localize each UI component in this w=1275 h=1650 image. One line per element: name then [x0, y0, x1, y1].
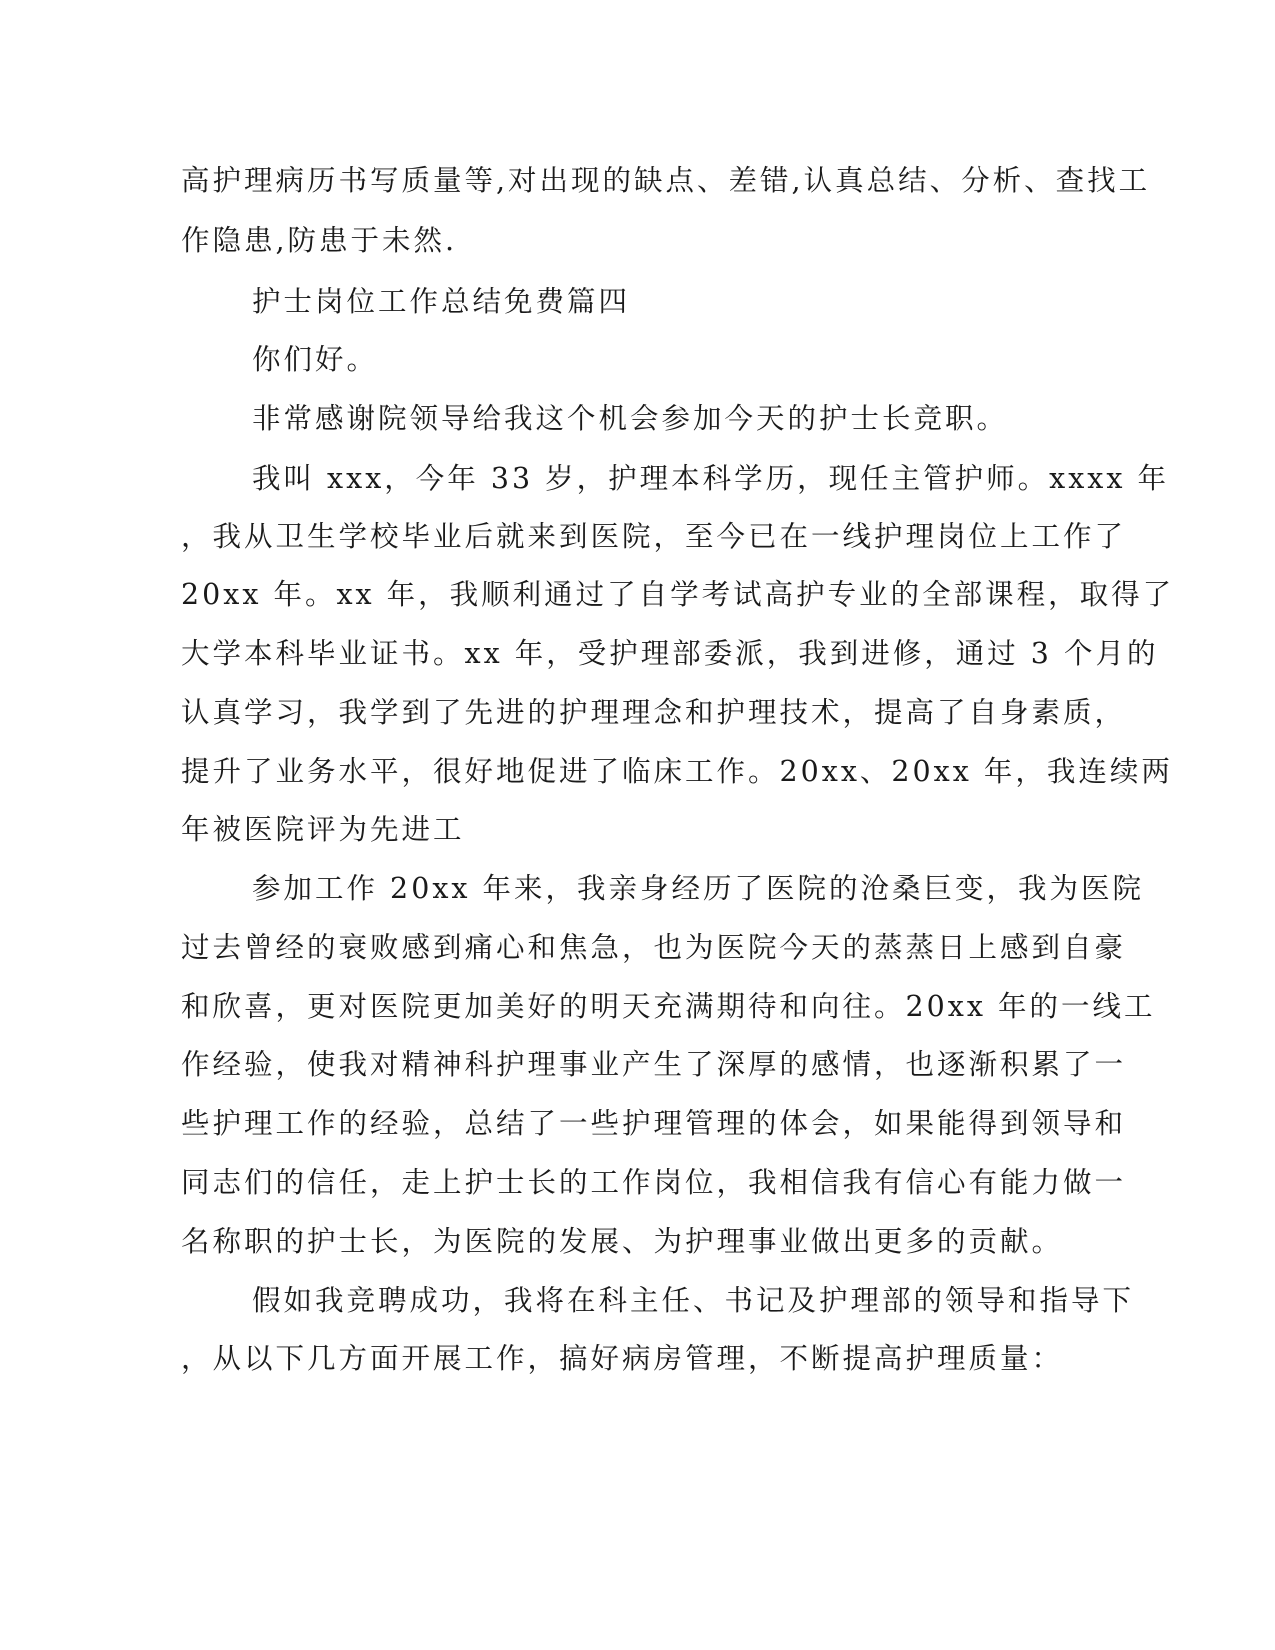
text-line: 认真学习，我学到了先进的护理理念和护理技术，提高了自身素质， — [181, 696, 1127, 729]
text-line: 非常感谢院领导给我这个机会参加今天的护士长竞职。 — [252, 402, 1009, 435]
section-heading: 护士岗位工作总结免费篇四 — [252, 285, 631, 318]
text-line: 年被医院评为先进工 — [181, 813, 465, 846]
text-line: 提升了业务水平，很好地促进了临床工作。20xx、20xx 年，我连续两 — [181, 755, 1173, 788]
text-line: 你们好。 — [252, 343, 379, 376]
text-line: 过去曾经的衰败感到痛心和焦急，也为医院今天的蒸蒸日上感到自豪 — [181, 931, 1127, 964]
text-line: 高护理病历书写质量等,对出现的缺点、差错,认真总结、分析、查找工 — [181, 164, 1151, 197]
text-line: 些护理工作的经验，总结了一些护理管理的体会，如果能得到领导和 — [181, 1107, 1127, 1140]
text-line: 作经验，使我对精神科护理事业产生了深厚的感情，也逐渐积累了一 — [181, 1048, 1127, 1081]
text-line: 参加工作 20xx 年来，我亲身经历了医院的沧桑巨变，我为医院 — [252, 872, 1145, 905]
text-line: 大学本科毕业证书。xx 年，受护理部委派，我到进修，通过 3 个月的 — [181, 637, 1159, 670]
text-line: 我叫 xxx，今年 33 岁，护理本科学历，现任主管护师。xxxx 年 — [252, 462, 1170, 495]
text-line: 作隐患,防患于未然. — [181, 224, 458, 257]
text-line: 和欣喜，更对医院更加美好的明天充满期待和向往。20xx 年的一线工 — [181, 990, 1156, 1023]
text-line: ，我从卫生学校毕业后就来到医院，至今已在一线护理岗位上工作了 — [181, 520, 1127, 553]
text-line: 20xx 年。xx 年，我顺利通过了自学考试高护专业的全部课程，取得了 — [181, 578, 1175, 611]
text-line: ，从以下几方面开展工作，搞好病房管理，不断提高护理质量： — [181, 1342, 1064, 1375]
text-line: 假如我竞聘成功，我将在科主任、书记及护理部的领导和指导下 — [252, 1284, 1135, 1317]
text-line: 同志们的信任，走上护士长的工作岗位，我相信我有信心有能力做一 — [181, 1166, 1127, 1199]
text-line: 名称职的护士长，为医院的发展、为护理事业做出更多的贡献。 — [181, 1225, 1064, 1258]
